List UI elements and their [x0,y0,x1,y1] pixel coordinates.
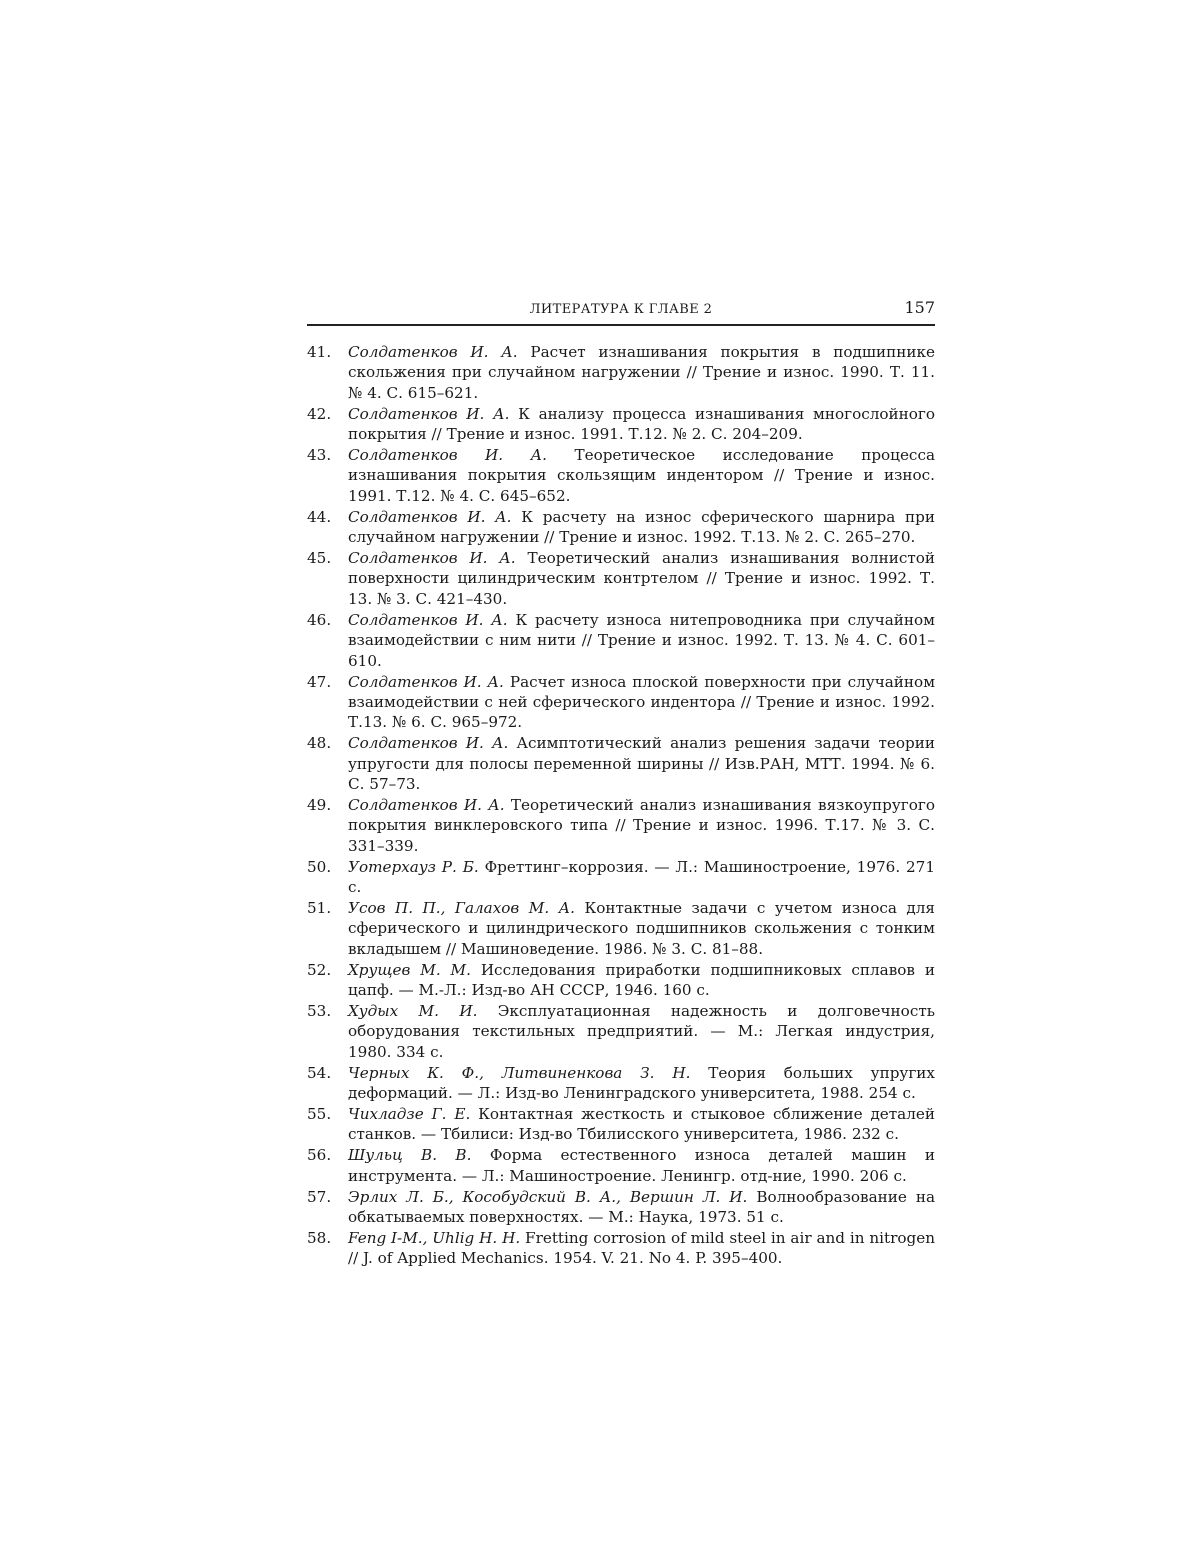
reference-body [348,1001,935,1062]
reference-item [307,1001,935,1062]
reference-authors: Шульц В. В. [348,1146,472,1165]
reference-body [348,548,935,609]
reference-authors: Солдатенков И. А. [348,507,512,526]
reference-text: Форма естественного износа деталей машин и инструмента. — Л.: Машиностроение. Ленингр. отд-ние, 1990. 206 с. [348,1146,936,1185]
reference-body [348,610,935,671]
reference-body [348,1104,935,1145]
reference-item [307,672,935,733]
reference-text: Теоретический анализ изнашивания вязкоупругого покрытия винклеровского типа // Трение и износ. 1996. Т.17. № 3. С. 331–339. [348,795,935,855]
reference-item [307,1228,935,1269]
reference-item [307,1104,935,1145]
reference-authors: Солдатенков И. А. [348,343,518,361]
reference-authors: Черных К. Ф., Литвиненкова З. Н. [348,1063,691,1082]
reference-text: Контактные задачи с учетом износа для сферического и цилиндрического подшипников скольжения с тонким вкладышем // Машиноведение. 1986. № 3. С. 81–88. [348,898,936,958]
reference-authors: Чихладзе Г. Е. [348,1105,471,1124]
reference-authors: Солдатенков И. А. [348,404,510,423]
reference-number: 54. [307,1063,332,1082]
document-page [307,298,935,1269]
reference-item [307,548,935,609]
reference-text: Теоретическое исследование процесса изнашивания покрытия скользящим индентором // Трение и износ. 1991. Т.12. № 4. С. 645–652. [348,446,936,505]
reference-text: Расчет изнашивания покрытия в подшипнике скольжения при случайном нагружении // Трение и износ. 1990. Т. 11. № 4. С. 615–621. [348,343,936,402]
reference-body [348,857,935,898]
reference-item [307,1063,935,1104]
reference-number: 41. [307,343,332,361]
reference-number: 47. [307,672,332,691]
running-header [307,298,935,326]
reference-number: 49. [307,795,332,814]
reference-number: 56. [307,1146,332,1165]
reference-number: 52. [307,960,332,979]
reference-text: Теория больших упругих деформаций. — Л.: Изд-во Ленинградского университета, 1988. 254 с. [348,1063,935,1103]
reference-number: 58. [307,1228,332,1247]
reference-authors: Уотерхауз Р. Б. [348,857,479,876]
reference-item [307,733,935,794]
reference-item [307,960,935,1001]
reference-item [307,610,935,671]
reference-item [307,1187,935,1228]
reference-item [307,795,935,856]
reference-number: 53. [307,1002,332,1020]
reference-number: 50. [307,857,332,876]
reference-authors: Худых М. И. [348,1002,478,1020]
reference-item [307,1145,935,1186]
reference-body [348,1228,935,1269]
reference-authors: Солдатенков И. А. [348,446,547,465]
reference-body [348,507,935,548]
reference-number: 46. [307,610,332,629]
reference-text: Исследования приработки подшипниковых сплавов и цапф. — М.-Л.: Изд-во АН СССР, 1946. 160 с. [348,960,935,1000]
reference-item [307,507,935,548]
reference-number: 44. [307,507,332,526]
reference-authors: Солдатенков И. А. [348,795,505,814]
reference-authors: Усов П. П., Галахов М. А. [348,898,575,917]
reference-body [348,1187,935,1228]
reference-number: 48. [307,734,332,753]
reference-text: К расчету на износ сферического шарнира при случайном нагружении // Трение и износ. 1992. Т.13. № 2. С. 265–270. [348,507,935,547]
reference-number: 43. [307,446,332,465]
reference-item [307,342,935,403]
reference-authors: Feng I-M., Uhlig H. H. [348,1228,521,1247]
reference-number: 51. [307,898,332,917]
reference-body [348,795,935,856]
reference-item [307,857,935,898]
reference-authors: Солдатенков И. А. [348,610,508,629]
reference-text: К анализу процесса изнашивания многослойного покрытия // Трение и износ. 1991. Т.12. № 2. С. 204–209. [348,404,935,444]
reference-text: Эксплуатационная надежность и долговечность оборудования текстильных предприятий. — М.: Легкая индустрия, 1980. 334 с. [348,1002,936,1061]
reference-authors: Солдатенков И. А. [348,549,516,568]
reference-number: 55. [307,1105,332,1124]
reference-body [348,733,935,794]
running-title: ЛИТЕРАТУРА К ГЛАВЕ 2 [529,302,713,317]
reference-body [348,898,935,959]
reference-item [307,898,935,959]
reference-number: 45. [307,549,332,568]
reference-body [348,342,935,403]
reference-body [348,672,935,733]
reference-number: 42. [307,404,332,423]
reference-text: Теоретический анализ изнашивания волнистой поверхности цилиндрическим контртелом // Трение и износ. 1992. Т. 13. № 3. С. 421–430. [348,549,935,608]
reference-text: Фреттинг–коррозия. — Л.: Машиностроение, 1976. 271 с. [348,857,936,897]
reference-authors: Эрлих Л. Б., Кособудский В. А., Вершин Л. И. [348,1187,748,1206]
reference-text: Контактная жесткость и стыковое сближение деталей станков. — Тбилиси: Изд-во Тбилисского университета, 1986. 232 с. [348,1105,935,1144]
reference-list [307,342,935,1269]
reference-authors: Хрущев М. М. [348,960,471,979]
reference-item [307,445,935,506]
reference-body [348,404,935,445]
reference-body [348,1145,935,1186]
reference-number: 57. [307,1187,332,1206]
reference-body [348,1063,935,1104]
reference-item [307,404,935,445]
page-number: 157 [904,298,935,317]
reference-text: Асимптотический анализ решения задачи теории упругости для полосы переменной ширины // Изв.РАН, МТТ. 1994. № 6. С. 57–73. [348,734,935,794]
reference-authors: Солдатенков И. А. [348,672,504,691]
reference-authors: Солдатенков И. А. [348,734,509,753]
reference-body [348,960,935,1001]
reference-text: Волнообразование на обкатываемых поверхностях. — М.: Наука, 1973. 51 с. [348,1187,936,1227]
reference-text: Fretting corrosion of mild steel in air and in nitrogen // J. of Applied Mechanics. 1954. V. 21. No 4. P. 395–400. [348,1228,936,1268]
reference-text: Расчет износа плоской поверхности при случайном взаимодействии с ней сферического индентора // Трение и износ. 1992. Т.13. № 6. С. 965–972. [348,672,936,732]
reference-text: К расчету износа нитепроводника при случайном взаимодействии с ним нити // Трение и износ. 1992. Т. 13. № 4. С. 601–610. [348,610,935,670]
reference-body [348,445,935,506]
